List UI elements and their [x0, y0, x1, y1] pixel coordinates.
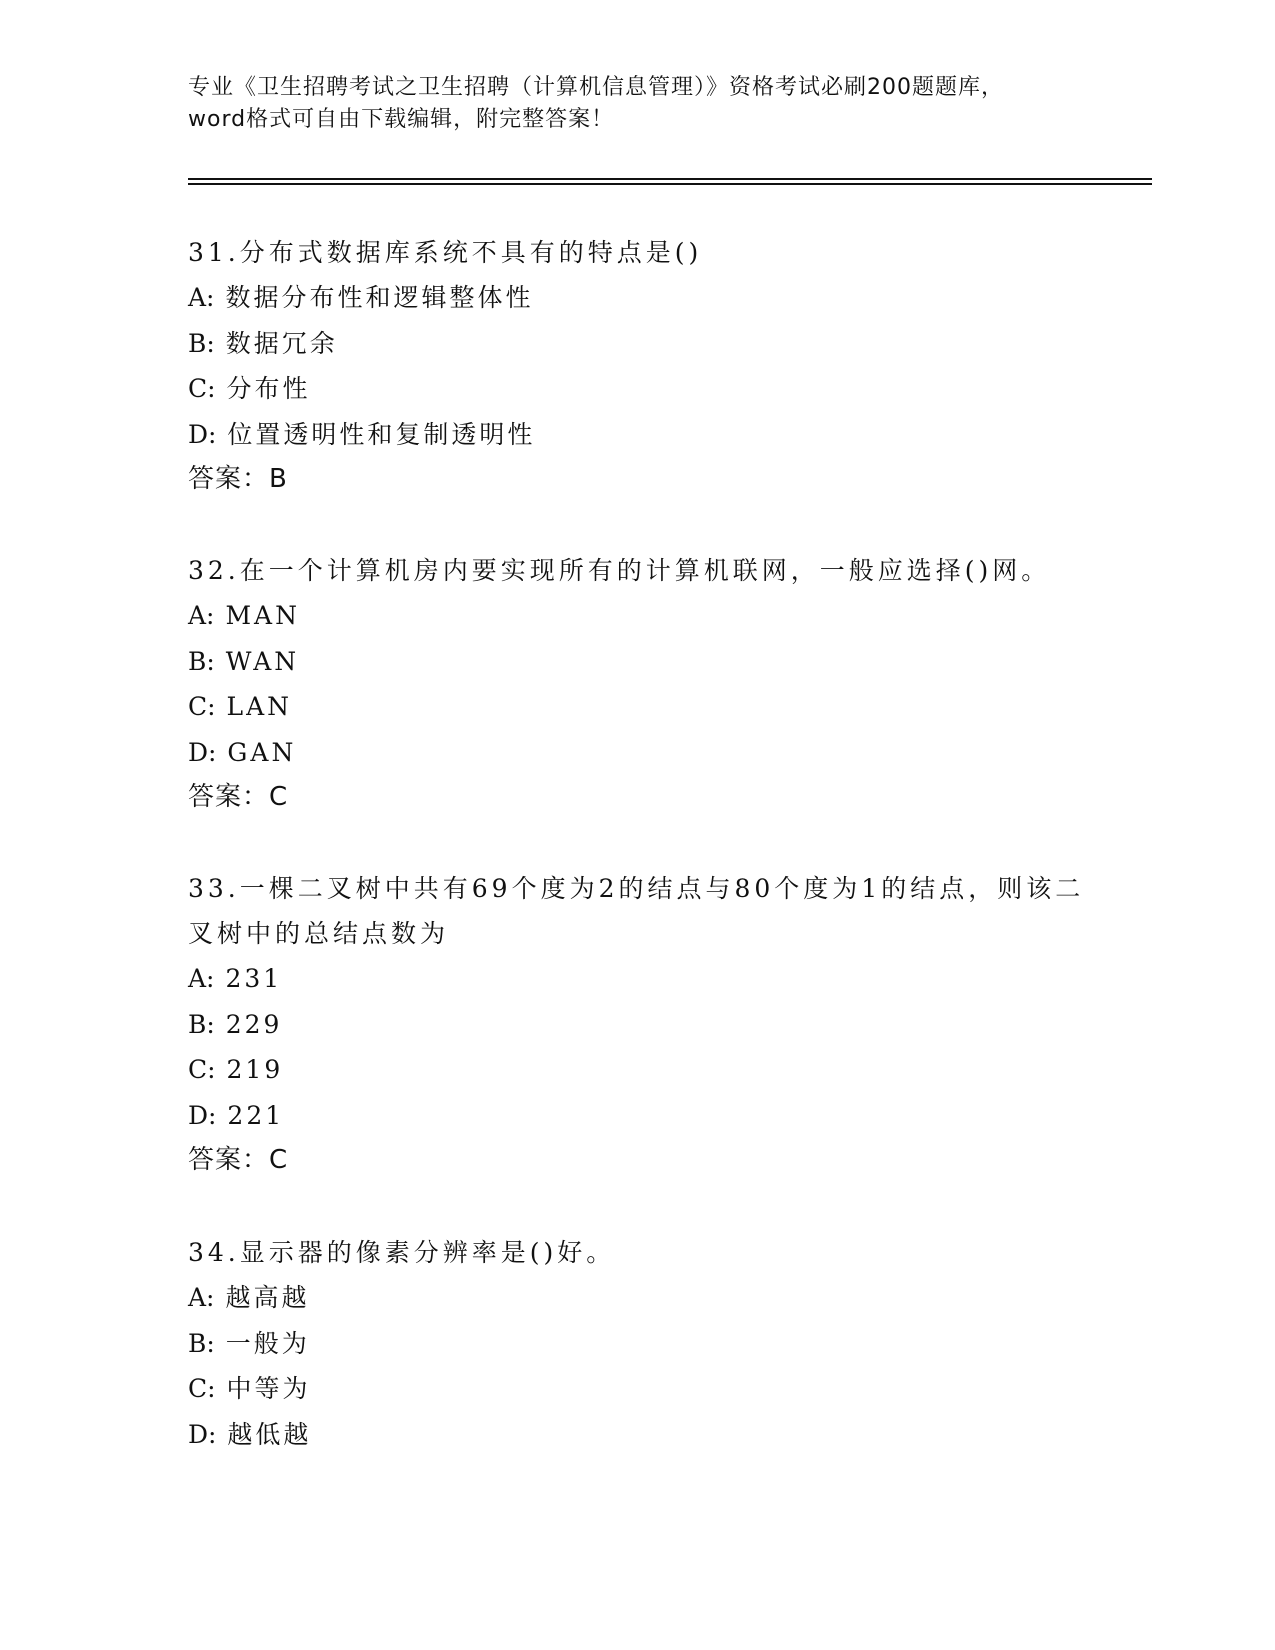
- header-line-2: word格式可自由下载编辑，附完整答案！: [188, 107, 615, 132]
- option-text: 一般为: [225, 1328, 310, 1358]
- option-c: [188, 1047, 1088, 1093]
- option-text: 中等为: [226, 1374, 311, 1403]
- option-a: [188, 275, 1088, 321]
- header-line-1: 专业《卫生招聘考试之卫生招聘（计算机信息管理）》资格考试必刷200题题库，: [188, 75, 1004, 100]
- question-stem: 34.显示器的像素分辨率是()好。: [188, 1238, 616, 1267]
- option-text: 越低越: [227, 1419, 312, 1449]
- header-divider-top: [188, 178, 1152, 180]
- question-stem: 33.一棵二叉树中共有69个度为2的结点与80个度为1的结点，则该二叉树中的总结点数为: [188, 874, 1085, 948]
- option-letter: A:: [188, 964, 215, 993]
- question-31: [188, 230, 1088, 503]
- answer-label: 答案：B: [188, 464, 288, 494]
- option-text: 229: [225, 1009, 283, 1039]
- option-c: [188, 1366, 1088, 1412]
- option-letter: D:: [188, 419, 217, 449]
- option-b: [188, 1002, 1088, 1048]
- option-letter: D:: [188, 1419, 217, 1449]
- option-letter: D:: [188, 737, 217, 767]
- question-stem: 32.在一个计算机房内要实现所有的计算机联网，一般应选择()网。: [188, 556, 1051, 585]
- option-text: LAN: [226, 692, 293, 721]
- option-letter: A:: [188, 283, 215, 312]
- document-header: [188, 72, 1088, 136]
- option-text: 分布性: [226, 374, 311, 403]
- option-letter: C:: [188, 374, 216, 403]
- answer-label: 答案：C: [188, 1145, 289, 1175]
- option-letter: A:: [188, 601, 215, 630]
- option-letter: D:: [188, 1100, 217, 1130]
- option-b: [188, 639, 1088, 685]
- option-text: 231: [225, 964, 283, 993]
- option-letter: B:: [188, 328, 215, 358]
- option-text: WAN: [225, 646, 300, 676]
- option-text: MAN: [225, 601, 300, 630]
- option-text: 数据分布性和逻辑整体性: [225, 283, 534, 312]
- question-34: [188, 1230, 1088, 1457]
- option-letter: C:: [188, 692, 216, 721]
- question-32: [188, 548, 1088, 821]
- option-text: 越高越: [225, 1283, 310, 1312]
- option-a: [188, 956, 1088, 1002]
- option-text: 位置透明性和复制透明性: [227, 419, 536, 449]
- option-text: 221: [227, 1100, 285, 1130]
- option-b: [188, 1321, 1088, 1367]
- option-letter: C:: [188, 1055, 216, 1084]
- option-letter: B:: [188, 1328, 215, 1358]
- option-text: 数据冗余: [225, 328, 338, 358]
- answer-label: 答案：C: [188, 782, 289, 812]
- question-33: [188, 866, 1088, 1184]
- option-a: [188, 1275, 1088, 1321]
- option-text: 219: [226, 1055, 284, 1084]
- option-a: [188, 593, 1088, 639]
- header-divider-bottom: [188, 183, 1152, 185]
- option-letter: A:: [188, 1283, 215, 1312]
- option-letter: B:: [188, 646, 215, 676]
- option-letter: C:: [188, 1374, 216, 1403]
- option-d: [188, 412, 1088, 458]
- option-b: [188, 321, 1088, 367]
- option-d: [188, 1412, 1088, 1458]
- option-c: [188, 366, 1088, 412]
- option-c: [188, 684, 1088, 730]
- option-d: [188, 730, 1088, 776]
- option-letter: B:: [188, 1009, 215, 1039]
- option-d: [188, 1093, 1088, 1139]
- option-text: GAN: [227, 737, 297, 767]
- question-stem: 31.分布式数据库系统不具有的特点是(): [188, 238, 703, 267]
